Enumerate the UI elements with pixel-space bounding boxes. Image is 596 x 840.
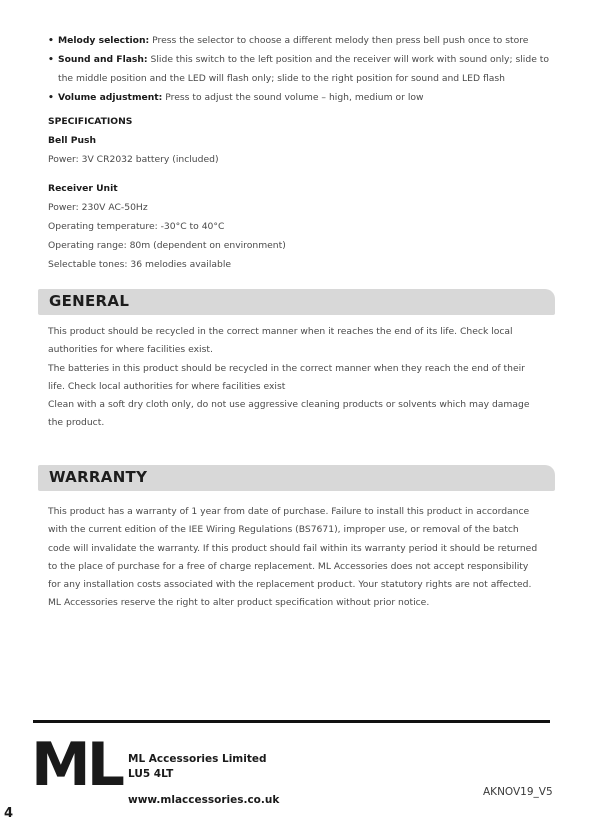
general-paragraph: Clean with a soft dry cloth only, do not use aggressive cleaning products or solvents which may damage the product. bbox=[48, 399, 530, 429]
general-text bbox=[48, 323, 543, 433]
feature-text: Press to adjust the sound volume – high, medium or low bbox=[165, 92, 424, 103]
specifications-heading: SPECIFICATIONS bbox=[48, 116, 133, 127]
bell-push-heading: Bell Push bbox=[48, 135, 97, 146]
page-number: 4 bbox=[4, 806, 14, 821]
spec-line: Selectable tones: 36 melodies available bbox=[48, 259, 232, 270]
feature-term: Volume adjustment: bbox=[58, 92, 163, 103]
feature-item bbox=[48, 88, 558, 107]
general-paragraph: The batteries in this product should be recycled in the correct manner when they reach the end of their life. Check local authorities for where facilities exist bbox=[48, 362, 525, 392]
receiver-heading: Receiver Unit bbox=[48, 183, 118, 194]
website-link[interactable]: www.mlaccessories.co.uk bbox=[128, 794, 280, 806]
company-block bbox=[128, 752, 279, 808]
spec-line: Power: 3V CR2032 battery (included) bbox=[48, 154, 219, 165]
feature-item bbox=[48, 50, 558, 88]
warranty-banner bbox=[38, 465, 555, 491]
feature-term: Sound and Flash: bbox=[58, 54, 148, 65]
warranty-paragraph: This product has a warranty of 1 year from date of purchase. Failure to install this product in accordance with the current edition of the IEE Wiring Regulations (BS7671), improper use, or removal of the batch code will invalidate the warranty. If this product should fail within its warranty period it should be returned to the place of purchase for a free of charge replacement. ML Accessories does not accept responsibility for any installation costs associated with the replacement product. Your statutory rights are not affected. ML Accessories reserve the right to alter product specification without prior notice. bbox=[48, 506, 538, 609]
general-paragraph: This product should be recycled in the correct manner when it reaches the end of its life. Check local authorities for where facilities exist. bbox=[48, 326, 513, 356]
warranty-text bbox=[48, 503, 543, 613]
feature-item bbox=[48, 31, 558, 50]
document-code: AKNOV19_V5 bbox=[483, 786, 553, 798]
feature-text: Slide this switch to the left position and the receiver will work with sound only; slide to the middle position and the LED will flash only; slide to the right position for sound and LED flash bbox=[58, 54, 549, 84]
feature-list bbox=[48, 31, 558, 107]
spec-line: Power: 230V AC-50Hz bbox=[48, 202, 148, 213]
general-banner bbox=[38, 289, 555, 315]
footer-divider bbox=[33, 720, 550, 723]
specifications-section bbox=[48, 112, 548, 274]
general-heading: GENERAL bbox=[49, 292, 130, 310]
spec-line: Operating temperature: -30°C to 40°C bbox=[48, 221, 225, 232]
company-name: ML Accessories Limited bbox=[128, 753, 267, 765]
ml-logo: ML bbox=[31, 730, 121, 800]
spec-line: Operating range: 80m (dependent on environment) bbox=[48, 240, 286, 251]
warranty-heading: WARRANTY bbox=[49, 468, 148, 486]
company-postcode: LU5 4LT bbox=[128, 768, 174, 780]
feature-term: Melody selection: bbox=[58, 35, 150, 46]
feature-text: Press the selector to choose a different melody then press bell push once to store bbox=[152, 35, 529, 46]
